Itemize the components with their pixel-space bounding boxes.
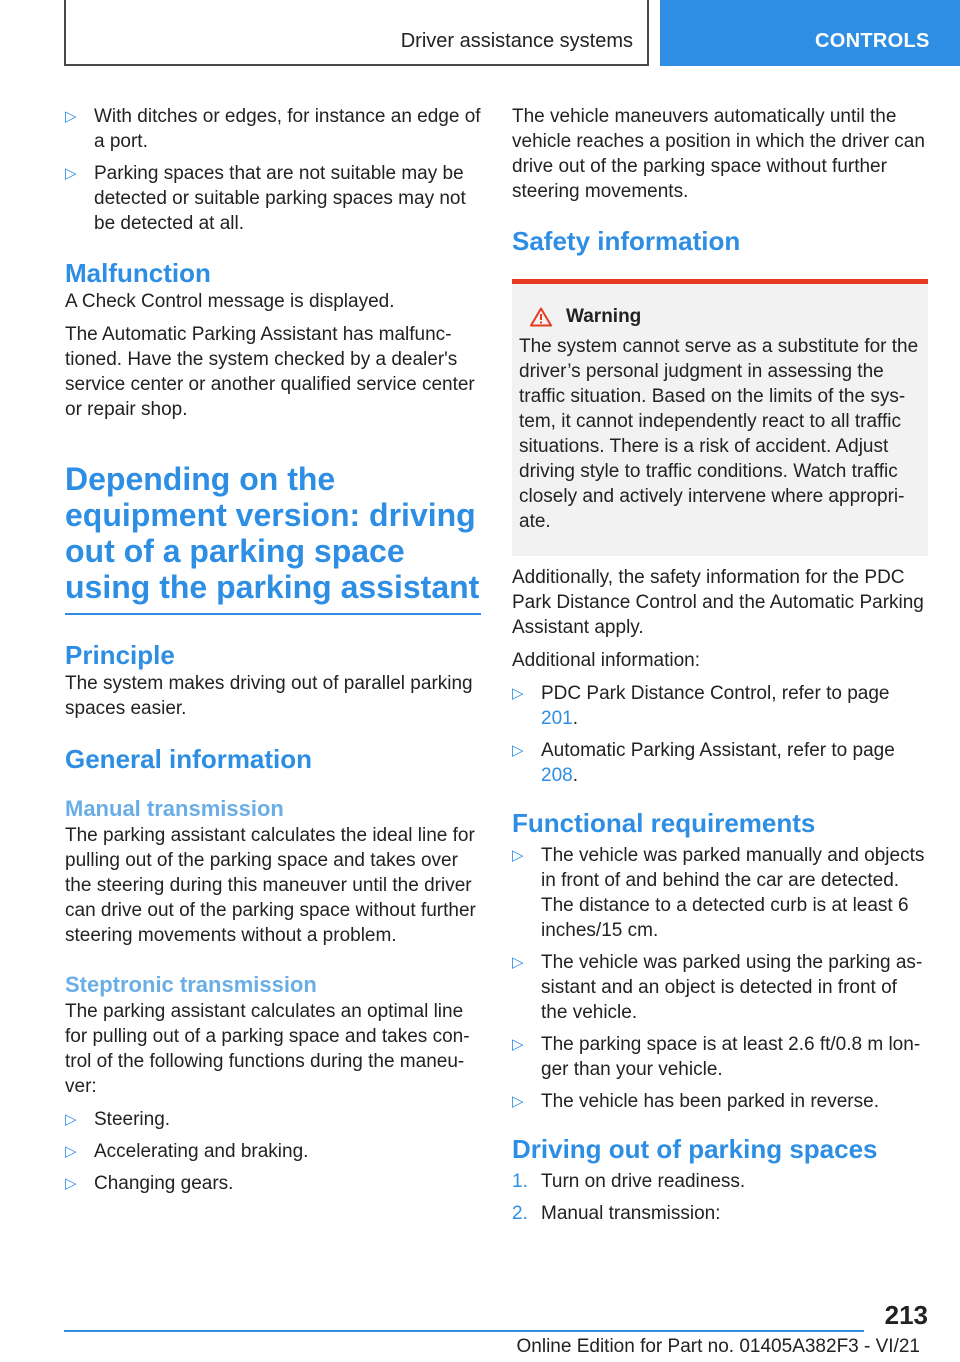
list-item: ▷ Automatic Parking Assistant, refer to page 208.: [512, 740, 895, 786]
malfunction-text-1: A Check Control message is displayed.: [65, 291, 395, 312]
controls-tab-label: CONTROLS: [815, 30, 930, 52]
list-item: ▷ Accelerating and braking.: [65, 1141, 309, 1162]
triangle-bullet-icon: ▷: [512, 1093, 524, 1110]
triangle-bullet-icon: ▷: [65, 1111, 77, 1128]
triangle-bullet-icon: ▷: [65, 165, 77, 182]
steptronic-bullet-list: [65, 1107, 483, 1196]
bullet-list-top: [65, 104, 483, 236]
functional-requirements-heading: Functional requirements: [512, 808, 816, 838]
requirements-list: [512, 843, 928, 1114]
steptronic-transmission-text: The parking assistant calculates an optimal line for pulling out of a parking space and takes control of the following functions during the maneuver:: [65, 1001, 470, 1097]
page-link-201[interactable]: 201: [541, 708, 573, 729]
list-item: ▷ The vehicle has been parked in reverse.: [512, 1091, 879, 1112]
reference-list: [512, 681, 928, 788]
list-item: ▷ PDC Park Distance Control, refer to page 201.: [512, 683, 890, 729]
footer-edition-text: Online Edition for Part no. 01405A382F3 - VI/21: [516, 1336, 920, 1357]
malfunction-text-2: The Automatic Parking Assistant has malfunctioned. Have the system checked by a dealer's service center or another qualified service center or repair shop.: [65, 324, 475, 420]
steptronic-transmission-heading: Steptronic transmission: [65, 972, 317, 997]
section-title: Driver assistance systems: [400, 30, 633, 52]
general-information-heading: General information: [65, 744, 313, 774]
list-item: ▷ Parking spaces that are not suitable may be detected or suitable parking spaces may not be detected at all.: [65, 163, 466, 234]
controls-tab[interactable]: [660, 0, 960, 66]
main-heading-block: [65, 461, 481, 615]
malfunction-heading: Malfunction: [65, 258, 211, 288]
page-link-208[interactable]: 208: [541, 765, 573, 786]
header-section-box: [64, 0, 649, 66]
left-column: [65, 104, 483, 1203]
triangle-bullet-icon: ▷: [512, 742, 524, 759]
intro-text: The vehicle maneuvers automatically until the vehicle reaches a position in which the driver can drive out of the parking space without further steering movements.: [512, 106, 925, 202]
page-number: 213: [884, 1300, 928, 1330]
warning-text: The system cannot serve as a substitute for the driver’s personal judgment in assessing the traffic situation. Based on the limits of the system, it cannot independently react to all traffic situations. There is a risk of accident. Adjust driving style to traffic conditions. Watch traffic closely and actively intervene where appropriate.: [519, 336, 919, 532]
list-item: 1. Turn on drive readiness.: [512, 1171, 746, 1192]
list-item: ▷ The vehicle was parked manually and objects in front of and behind the car are detected. The distance to a detected curb is at least 6 inches/15 cm.: [512, 845, 925, 941]
warning-box: [512, 279, 928, 556]
triangle-bullet-icon: ▷: [512, 847, 524, 864]
additional-information-label: Additional information:: [512, 650, 700, 671]
triangle-bullet-icon: ▷: [65, 1143, 77, 1160]
warning-triangle-icon: [530, 307, 552, 327]
triangle-bullet-icon: ▷: [512, 685, 524, 702]
right-column: [512, 104, 928, 1233]
driving-out-heading: Driving out of parking spaces: [512, 1134, 878, 1164]
main-heading: Depending on the equipment version: driving out of a parking space using the parking assistant: [65, 461, 480, 605]
manual-transmission-heading: Manual transmission: [65, 796, 284, 821]
triangle-bullet-icon: ▷: [65, 1175, 77, 1192]
steps-list: [512, 1169, 928, 1226]
additional-safety-text: Additionally, the safety information for the PDC Park Distance Control and the Automatic Parking Assistant apply.: [512, 567, 924, 638]
safety-information-heading: Safety information: [512, 226, 741, 256]
list-item: ▷ The parking space is at least 2.6 ft/0.8 m longer than your vehicle.: [512, 1034, 921, 1080]
list-item: 2. Manual transmission:: [512, 1203, 721, 1224]
principle-text: The system makes driving out of parallel parking spaces easier.: [65, 673, 473, 719]
triangle-bullet-icon: ▷: [512, 1036, 524, 1053]
footer-divider: [64, 1330, 864, 1332]
triangle-bullet-icon: ▷: [65, 108, 77, 125]
manual-transmission-text: The parking assistant calculates the ideal line for pulling out of the parking space and takes over the steering during this maneuver until the driver can drive out of the parking space without further steering movements without a problem.: [65, 825, 476, 946]
list-item: ▷ Changing gears.: [65, 1173, 234, 1194]
warning-title: Warning: [566, 306, 642, 327]
triangle-bullet-icon: ▷: [512, 954, 524, 971]
principle-heading: Principle: [65, 640, 175, 670]
warning-header: [530, 306, 922, 328]
list-item: ▷ Steering.: [65, 1109, 171, 1130]
list-item: ▷ With ditches or edges, for instance an edge of a port.: [65, 106, 481, 152]
list-item: ▷ The vehicle was parked using the parking assistant and an object is detected in front of the vehicle.: [512, 952, 923, 1023]
